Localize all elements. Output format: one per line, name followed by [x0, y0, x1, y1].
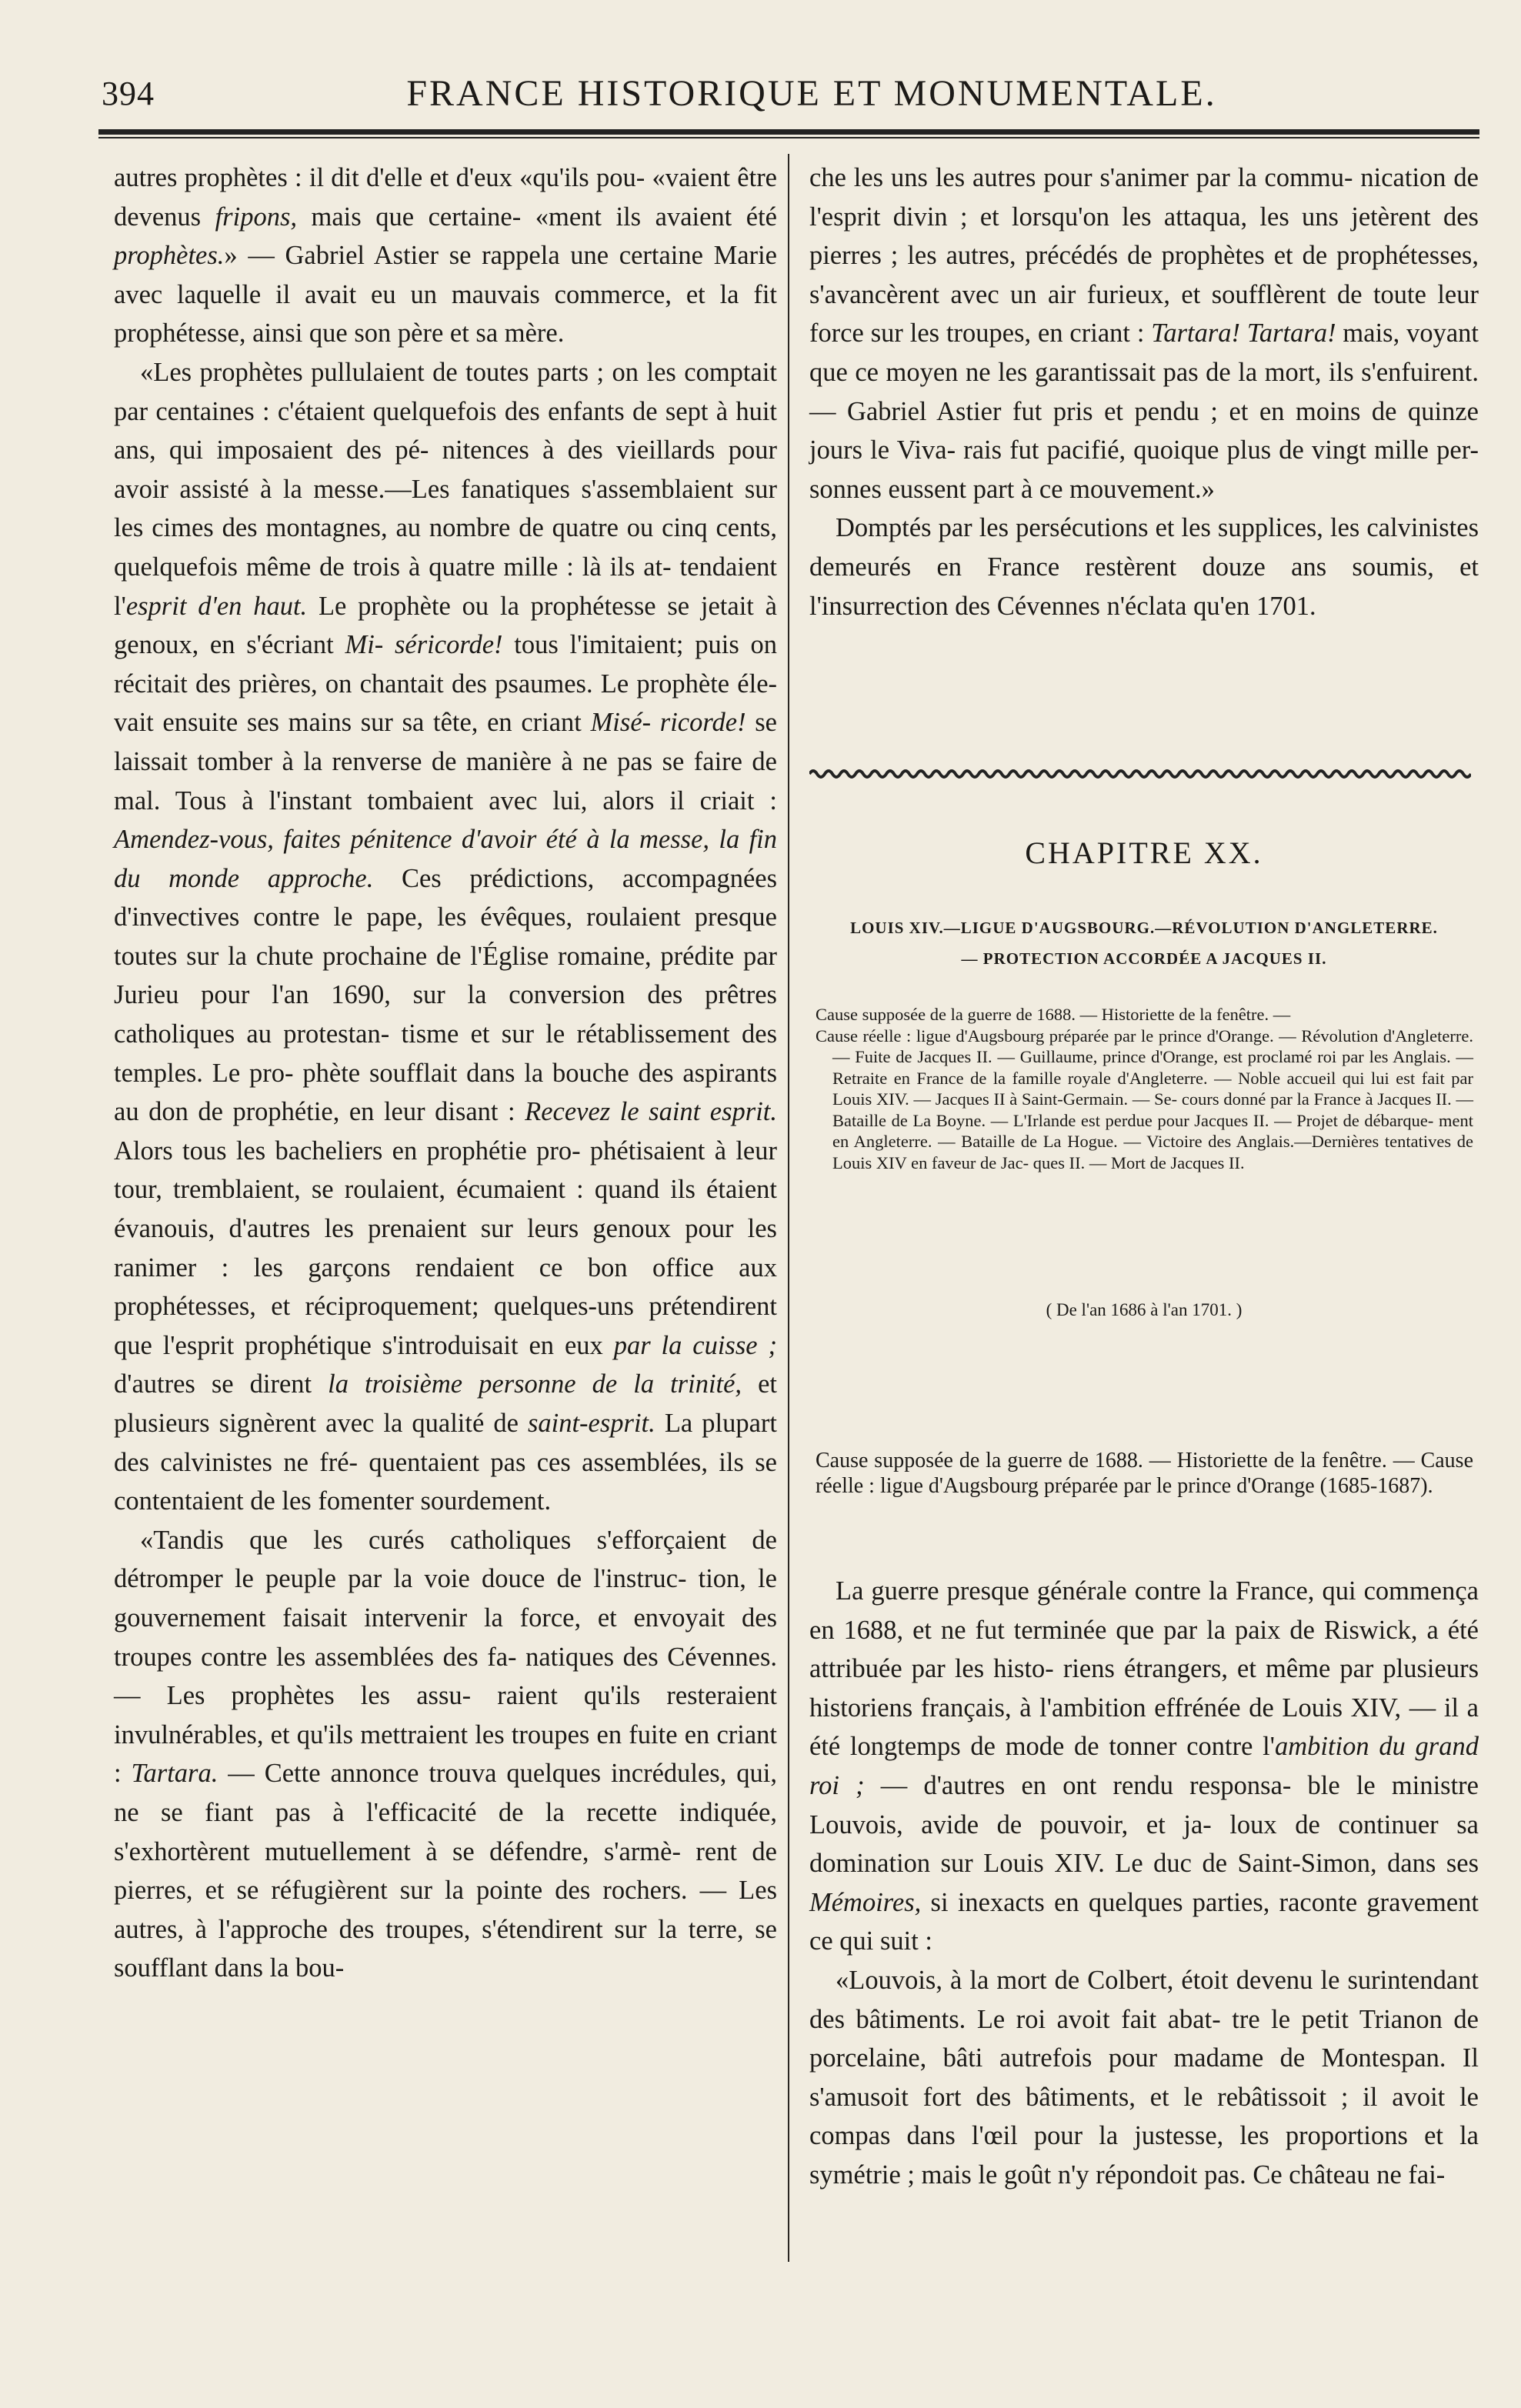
left-paragraph-3: «Tandis que les curés catholiques s'efforçaient de détromper le peuple par la voie douce de l'instruc- tion, le gouvernement faisait intervenir la force, et envoyait des troupes contre les assemblées des fa- natiques des Cévennes. — Les prophètes les assu- raient qu'ils resteraient invulnérables, et qu'ils mettraient les troupes en fuite en criant : Tartara. — Cette annonce trouva quelques incrédules, qui, ne se fiant pas à l'efficacité de la recette indiquée, s'exhortèrent mutuellement à se défendre, s'armè- rent de pierres, et se réfugièrent sur la pointe des rochers. — Les autres, à l'approche des troupes, s'étendirent sur la terre, se soufflant dans la bou-	[114, 1525, 777, 1983]
right-lower-paragraph-1: La guerre presque générale contre la France, qui commença en 1688, et ne fut terminée que par la paix de Riswick, a été attribuée par les histo- riens étrangers, et même par plusieurs historiens français, à l'ambition effrénée de Louis XIV, — il a été longtemps de mode de tonner contre l'ambition du grand roi ; — d'autres en ont rendu responsa- ble le ministre Louvois, avide de pouvoir, et ja- loux de continuer sa domination sur Louis XIV. Le duc de Saint-Simon, dans ses Mémoires, si inexacts en quelques parties, raconte gravement ce qui suit :	[809, 1576, 1479, 1956]
chapter-summary-body: Cause réelle : ligue d'Augsbourg préparée par le prince d'Orange. — Révolution d'Angleterre. — Fuite de Jacques II. — Guillaume, prince d'Orange, est proclamé roi par les Anglais. — Retraite en France de la famille royale d'Angleterre. — Noble accueil qui lui est fait par Louis XIV. — Jacques II à Saint-Germain. — Se- cours donné par la France à Jacques II. — Bataille de La Boyne. — L'Irlande est perdue pour Jacques II. — Projet de débarque- ment en Angleterre. — Bataille de La Hogue. — Victoire des Anglais.—Dernières tentatives de Louis XIV en faveur de Jac- ques II. — Mort de Jacques II.	[816, 1026, 1473, 1172]
right-column-upper	[809, 158, 1479, 625]
column-divider	[788, 154, 789, 2262]
right-paragraph-2: Domptés par les persécutions et les supplices, les calvinistes demeurés en France restèrent douze ans soumis, et l'insurrection des Cévennes n'éclata qu'en 1701.	[809, 513, 1479, 621]
chapter-title: CHAPITRE XX.	[1025, 835, 1263, 870]
running-title: FRANCE HISTORIQUE ET MONUMENTALE.	[406, 73, 1217, 114]
section-heading: Cause supposée de la guerre de 1688. — Historiette de la fenêtre. — Cause réelle : ligue d'Augsbourg préparée par le prince d'Orange (1685-1687).	[816, 1449, 1473, 1498]
ornamental-rule	[809, 765, 1471, 782]
chapter-summary	[816, 1004, 1473, 1173]
left-paragraph-1: autres prophètes : il dit d'elle et d'eux «qu'ils pou- «vaient être devenus fripons, mais que certaine- «ment ils avaient été prophètes.» — Gabriel Astier se rappela une certaine Marie avec laquelle il avait eu un mauvais commerce, et la fit prophétesse, ainsi que son père et sa mère.	[114, 163, 777, 349]
right-paragraph-1: che les uns les autres pour s'animer par la commu- nication de l'esprit divin ; et lorsqu'on les attaqua, les uns jetèrent des pierres ; les autres, précédés de prophètes et de prophétesses, s'avancèrent avec un air furieux, et soufflèrent de toute leur force sur les troupes, en criant : Tartara! Tartara! mais, voyant que ce moyen ne les garantissait pas de la mort, ils s'enfuirent. — Gabriel Astier fut pris et pendu ; et en moins de quinze jours le Viva- rais fut pacifié, quoique plus de vingt mille per- sonnes eussent part à ce mouvement.»	[809, 163, 1479, 504]
right-lower-paragraph-2: «Louvois, à la mort de Colbert, étoit devenu le surintendant des bâtiments. Le roi avoit fait abat- tre le petit Trianon de porcelaine, bâti autrefois pour madame de Montespan. Il s'amusoit fort des bâtiments, et le rebâtissoit ; il avoit le compas dans l'œil pour la justesse, les proportions et la symétrie ; mais le goût n'y répondoit pas. Ce château ne fai-	[809, 1965, 1479, 2190]
chapter-dates: ( De l'an 1686 à l'an 1701. )	[1046, 1300, 1242, 1319]
right-column-lower	[809, 1572, 1479, 2195]
header-rule	[98, 129, 1479, 138]
left-paragraph-2: «Les prophètes pullulaient de toutes parts ; on les comptait par centaines : c'étaient quelquefois des enfants de sept à huit ans, qui imposaient des pé- nitences à des vieillards pour avoir assisté à la messe.—Les fanatiques s'assemblaient sur les cimes des montagnes, au nombre de quatre ou cinq cents, quelquefois même de trois à quatre mille : là ils at- tendaient l'esprit d'en haut. Le prophète ou la prophétesse se jetait à genoux, en s'écriant Mi- séricorde! tous l'imitaient; puis on récitait des prières, on chantait des psaumes. Le prophète éle- vait ensuite ses mains sur sa tête, en criant Misé- ricorde! se laissait tomber à la renverse de manière à ne pas se faire de mal. Tous à l'instant tombaient avec lui, alors il criait : Amendez-vous, faites pénitence d'avoir été à la messe, la fin du monde approche. Ces prédictions, accompagnées d'invectives contre le pape, les évêques, roulaient presque toutes sur la chute prochaine de l'Église romaine, prédite par Jurieu pour l'an 1690, sur la conversion des prêtres catholiques au protestan- tisme et sur le rétablissement des temples. Le pro- phète soufflait dans la bouche des aspirants au don de prophétie, en leur disant : Recevez le saint esprit. Alors tous les bacheliers en prophétie pro- phétisaient à leur tour, tremblaient, se roulaient, écumaient : quand ils étaient évanouis, d'autres les prenaient sur leurs genoux pour les ranimer : les garçons rendaient ce bon office aux prophétesses, et réciproquement; quelques-uns prétendirent que l'esprit prophétique s'introduisait en eux par la cuisse ; d'autres se dirent la troisième personne de la trinité, et plusieurs signèrent avec la qualité de saint-esprit. La plupart des calvinistes ne fré- quentaient pas ces assemblées, ils se contentaient de les fomenter sourdement.	[114, 357, 778, 1516]
left-column	[114, 158, 777, 1988]
chapter-summary-first-line: Cause supposée de la guerre de 1688. — Historiette de la fenêtre. —	[816, 1005, 1291, 1024]
page-number: 394	[102, 75, 155, 112]
chapter-subtitle-line-2: — PROTECTION ACCORDÉE A JACQUES II.	[961, 949, 1327, 968]
chapter-subtitle-line-1: LOUIS XIV.—LIGUE D'AUGSBOURG.—RÉVOLUTION D'ANGLETERRE.	[850, 919, 1438, 937]
chapter-subtitle	[809, 912, 1479, 974]
